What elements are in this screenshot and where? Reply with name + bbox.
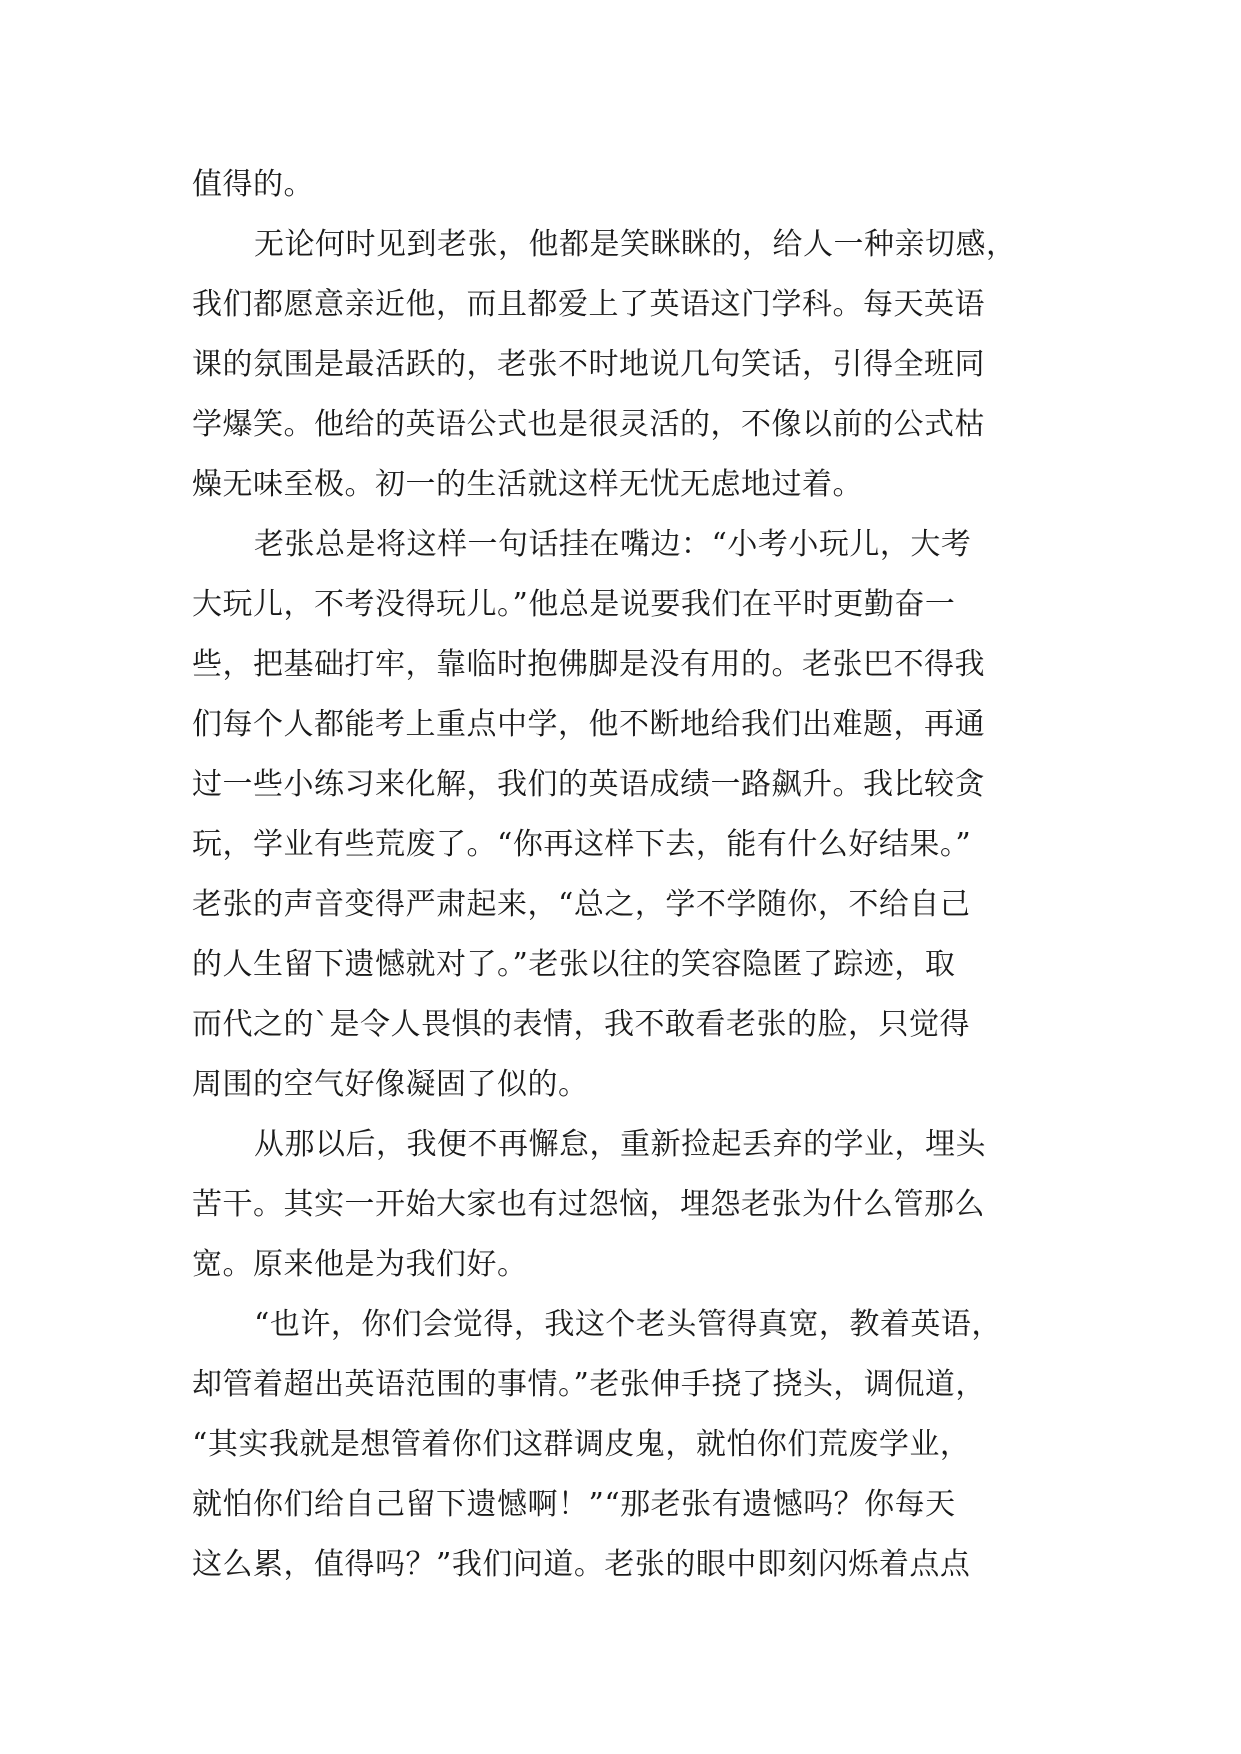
text-line: 过一些小练习来化解，我们的英语成绩一路飙升。我比较贪	[192, 767, 985, 802]
paragraph-first-line: “也许，你们会觉得，我这个老头管得真宽，教着英语，	[254, 1307, 1002, 1342]
text-line: 些，把基础打牢，靠临时抱佛脚是没有用的。老张巴不得我	[192, 647, 985, 682]
paragraph-first-line: 无论何时见到老张，他都是笑眯眯的，给人一种亲切感，	[254, 227, 1017, 262]
text-line: 宽。原来他是为我们好。	[192, 1247, 528, 1282]
text-line: “其实我就是想管着你们这群调皮鬼，就怕你们荒废学业，	[192, 1427, 971, 1462]
text-line: 玩，学业有些荒废了。“你再这样下去，能有什么好结果。”	[192, 827, 972, 862]
text-line: 却管着超出英语范围的事情。”老张伸手挠了挠头，调侃道，	[192, 1367, 986, 1402]
text-line: 们每个人都能考上重点中学，他不断地给我们出难题，再通	[192, 707, 985, 742]
text-line: 苦干。其实一开始大家也有过怨恼，埋怨老张为什么管那么	[192, 1187, 985, 1222]
text-line: 燥无味至极。初一的生活就这样无忧无虑地过着。	[192, 467, 863, 502]
text-line: 这么累，值得吗？”我们问道。老张的眼中即刻闪烁着点点	[192, 1547, 971, 1582]
text-line: 学爆笑。他给的英语公式也是很灵活的，不像以前的公式枯	[192, 407, 985, 442]
text-line: 周围的空气好像凝固了似的。	[192, 1067, 589, 1102]
text-line: 的人生留下遗憾就对了。”老张以往的笑容隐匿了踪迹，取	[192, 947, 956, 982]
text-line: 而代之的`是令人畏惧的表情，我不敢看老张的脸，只觉得	[192, 1007, 970, 1042]
text-line: 值得的。	[192, 167, 314, 202]
text-line: 就怕你们给自己留下遗憾啊！”“那老张有遗憾吗？你每天	[192, 1487, 956, 1522]
paragraph-first-line: 从那以后，我便不再懈怠，重新捡起丢弃的学业，埋头	[254, 1127, 986, 1162]
text-line: 老张的声音变得严肃起来，“总之，学不学随你，不给自己	[192, 887, 971, 922]
document-body	[192, 155, 1072, 1595]
text-line: 我们都愿意亲近他，而且都爱上了英语这门学科。每天英语	[192, 287, 985, 322]
text-line: 课的氛围是最活跃的，老张不时地说几句笑话，引得全班同	[192, 347, 985, 382]
text-line: 大玩儿，不考没得玩儿。”他总是说要我们在平时更勤奋一	[192, 587, 956, 622]
paragraph-first-line: 老张总是将这样一句话挂在嘴边：“小考小玩儿，大考	[254, 527, 972, 562]
